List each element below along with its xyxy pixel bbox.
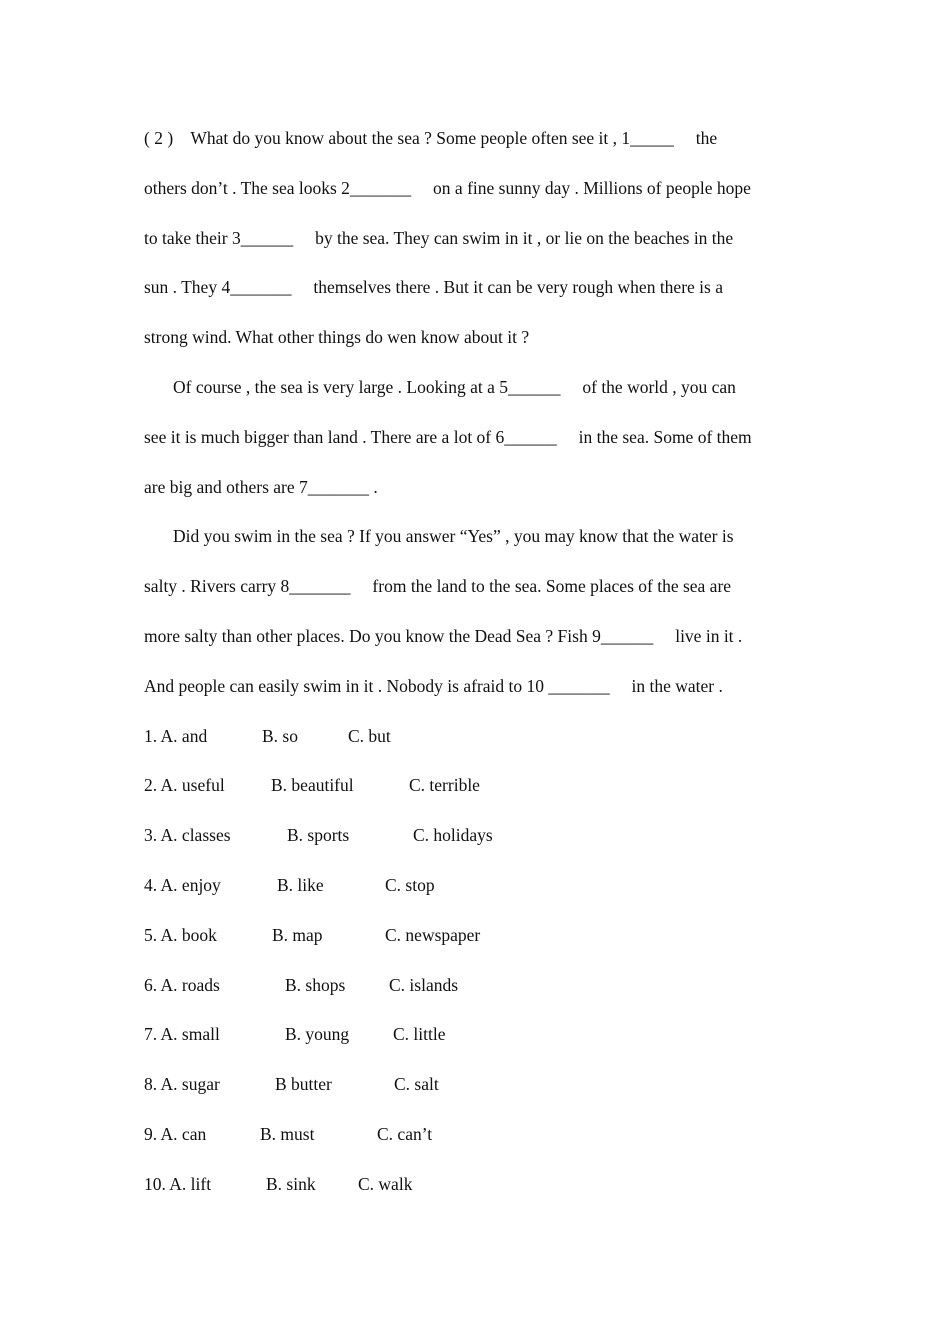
- option-a: 8. A. sugar: [144, 1074, 220, 1095]
- option-a: 2. A. useful: [144, 775, 225, 796]
- passage-line: Of course , the sea is very large . Looking at a 5______ of the world , you can: [173, 376, 736, 397]
- option-c: C. walk: [358, 1173, 413, 1194]
- passage-line: others don’t . The sea looks 2_______ on a fine sunny day . Millions of people hope: [144, 177, 751, 198]
- passage-line: salty . Rivers carry 8_______ from the land to the sea. Some places of the sea are: [144, 576, 732, 597]
- question-item: [144, 1110, 814, 1160]
- option-c: C. holidays: [413, 825, 493, 846]
- passage-line: are big and others are 7_______ .: [144, 476, 378, 497]
- passage-line: sun . They 4_______ themselves there . But it can be very rough when there is a: [144, 277, 723, 298]
- option-c: C. but: [348, 725, 391, 746]
- question-item: [144, 961, 814, 1011]
- option-a: 7. A. small: [144, 1024, 220, 1045]
- option-b: B butter: [275, 1074, 332, 1095]
- option-a: 5. A. book: [144, 924, 217, 945]
- option-c: C. can’t: [377, 1123, 433, 1144]
- option-a: 6. A. roads: [144, 974, 220, 995]
- passage-line: more salty than other places. Do you know the Dead Sea ? Fish 9______ live in it .: [144, 625, 743, 646]
- passage-line: And people can easily swim in it . Nobody is afraid to 10 _______ in the water .: [144, 675, 723, 696]
- question-item: [144, 1160, 814, 1210]
- passage-line: Did you swim in the sea ? If you answer “Yes” , you may know that the water is: [173, 526, 734, 547]
- option-c: C. stop: [385, 874, 435, 895]
- passage-line: ( 2 ) What do you know about the sea ? Some people often see it , 1_____ the: [144, 128, 718, 148]
- question-item: [144, 712, 814, 762]
- option-c: C. terrible: [409, 775, 480, 796]
- option-b: B. sports: [287, 825, 350, 846]
- passage-line: to take their 3______ by the sea. They can swim in it , or lie on the beaches in the: [144, 227, 734, 248]
- option-a: 10. A. lift: [144, 1173, 212, 1194]
- passage: [144, 114, 814, 712]
- question-item: [144, 811, 814, 861]
- option-a: 3. A. classes: [144, 825, 231, 846]
- option-a: 1. A. and: [144, 725, 208, 746]
- question-item: [144, 761, 814, 811]
- document-page: [144, 114, 814, 1210]
- option-b: B. sink: [266, 1173, 316, 1194]
- option-a: 9. A. can: [144, 1123, 207, 1144]
- option-b: B. so: [262, 725, 298, 746]
- option-a: 4. A. enjoy: [144, 874, 221, 895]
- option-b: B. must: [260, 1123, 315, 1144]
- question-item: [144, 1010, 814, 1060]
- question-item: [144, 1060, 814, 1110]
- question-list: [144, 712, 814, 1210]
- passage-line: strong wind. What other things do wen know about it ?: [144, 327, 530, 348]
- option-c: C. salt: [394, 1074, 439, 1095]
- question-item: [144, 861, 814, 911]
- option-b: B. shops: [285, 974, 346, 995]
- option-b: B. map: [272, 924, 323, 945]
- passage-line: see it is much bigger than land . There are a lot of 6______ in the sea. Some of them: [144, 426, 752, 447]
- option-b: B. like: [277, 874, 324, 895]
- option-c: C. islands: [389, 974, 459, 995]
- option-b: B. young: [285, 1024, 350, 1045]
- option-c: C. little: [393, 1024, 446, 1045]
- option-c: C. newspaper: [385, 924, 481, 945]
- question-item: [144, 911, 814, 961]
- option-b: B. beautiful: [271, 775, 354, 796]
